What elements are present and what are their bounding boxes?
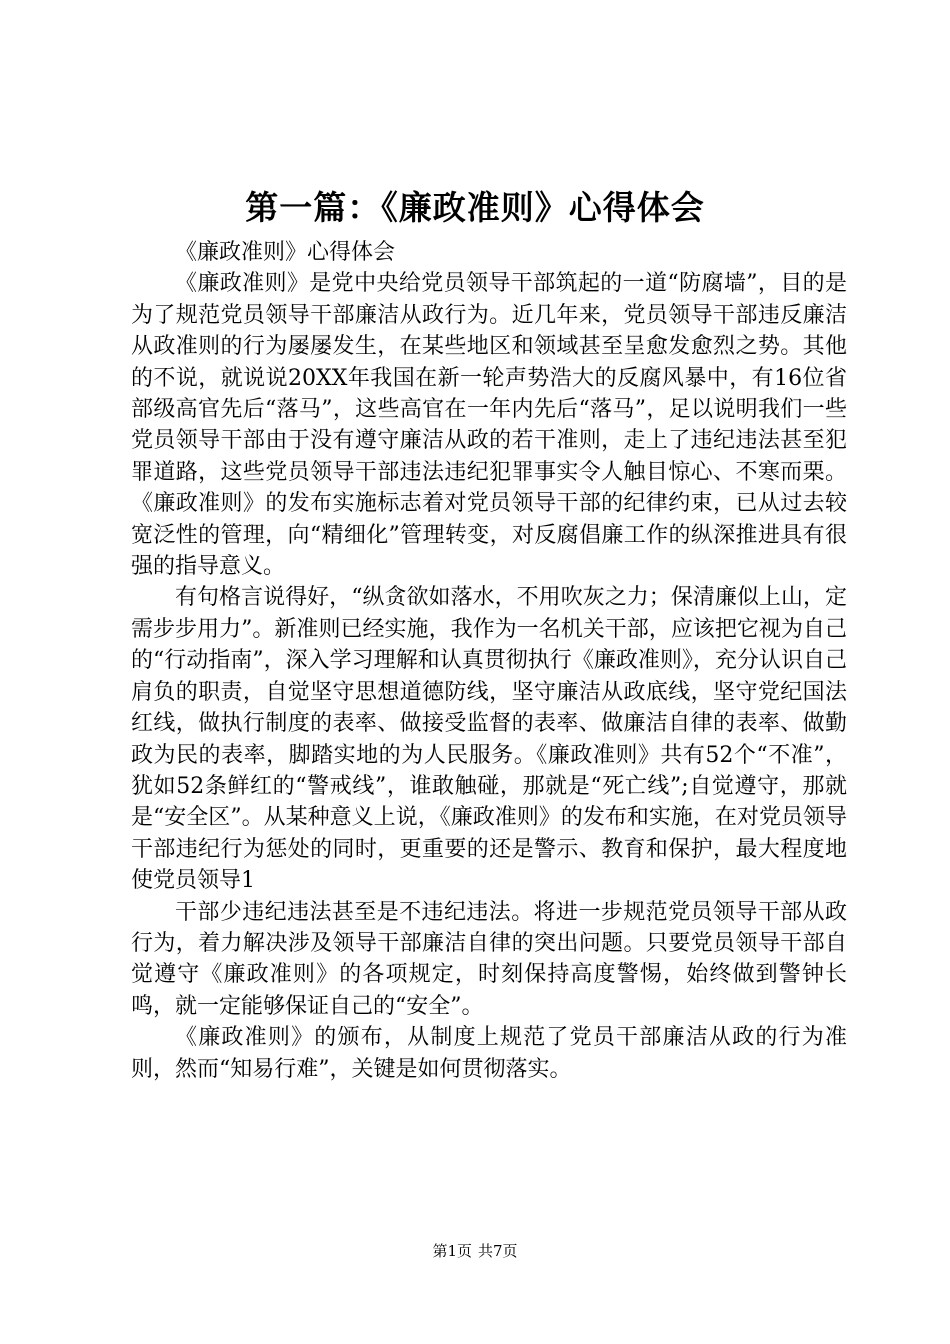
paragraph: 《廉政准则》是党中央给党员领导干部筑起的一道“防腐墙”，目的是为了规范党员领导干部廉洁从政行为。近几年来，党员领导干部违反廉洁从政准则的行为屡屡发生，在某些地区和领域甚至呈愈发愈烈之势。其他的不说，就说说20XX年我国在新一轮声势浩大的反腐风暴中，有16位省部级高官先后“落马”，这些高官在一年内先后“落马”，足以说明我们一些党员领导干部由于没有遵守廉洁从政的若干准则，走上了违纪违法甚至犯罪道路，这些党员领导干部违法违纪犯罪事实令人触目惊心、不寒而栗。《廉政准则》的发布实施标志着对党员领导干部的纪律约束，已从过去较宽泛性的管理，向“精细化”管理转变，对反腐倡廉工作的纵深推进具有很强的指导意义。 [131,271,847,580]
paragraph: 干部少违纪违法甚至是不违纪违法。将进一步规范党员领导干部从政行为，着力解决涉及领导干部廉洁自律的突出问题。只要党员领导干部自觉遵守《廉政准则》的各项规定，时刻保持高度警惕，始终做到警钟长鸣，就一定能够保证自己的“安全”。 [131,899,847,1019]
paragraph: 有句格言说得好，“纵贪欲如落水，不用吹灰之力；保清廉似上山，定需步步用力”。新准则已经实施，我作为一名机关干部，应该把它视为自己的“行动指南”，深入学习理解和认真贯彻执行《廉政准则》，充分认识自己肩负的职责，自觉坚守思想道德防线，坚守廉洁从政底线，坚守党纪国法红线，做执行制度的表率、做接受监督的表率、做廉洁自律的表率、做勤政为民的表率，脚踏实地的为人民服务。《廉政准则》共有52个“不准”，犹如52条鲜红的“警戒线”，谁敢触碰，那就是“死亡线”;自觉遵守，那就是“安全区”。从某种意义上说，《廉政准则》的发布和实施，在对党员领导干部违纪行为惩处的同时，更重要的还是警示、教育和保护，最大程度地使党员领导1 [131,585,847,894]
page-total: 共7页 [478,1242,518,1260]
page-footer [0,1241,950,1261]
document-body [131,237,847,1085]
document-title: 第一篇：《廉政准则》心得体会 [245,188,705,227]
page-number: 第1页 [432,1242,472,1260]
paragraph-subtitle: 《廉政准则》心得体会 [175,240,396,265]
paragraph: 《廉政准则》的颁布，从制度上规范了党员干部廉洁从政的行为准则，然而“知易行难”，关键是如何贯彻落实。 [131,1025,847,1082]
